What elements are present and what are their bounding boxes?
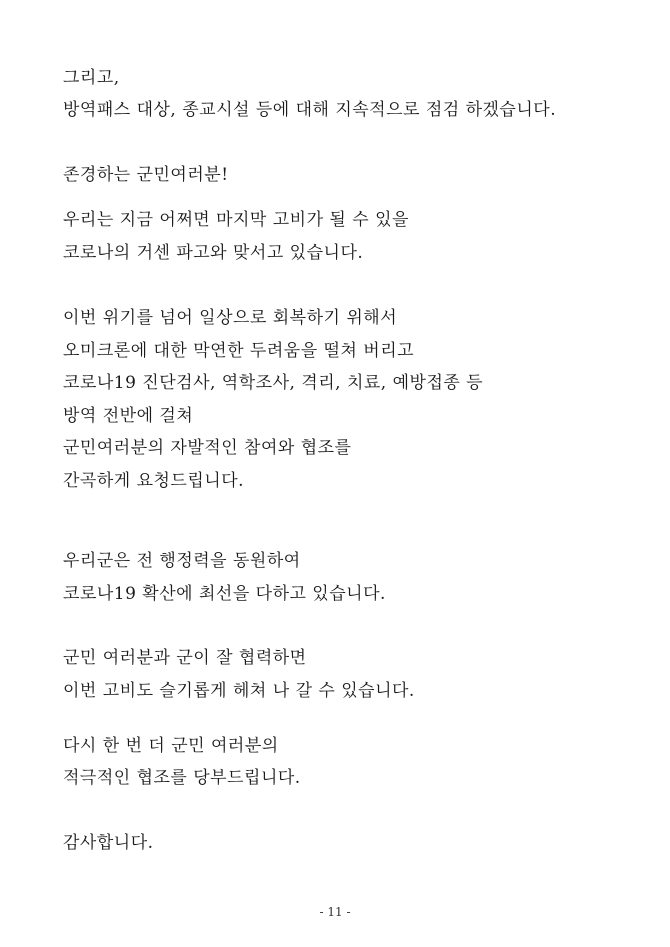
text-line: 간곡하게 요청드립니다.: [63, 471, 245, 491]
text-line: 코로나의 거센 파고와 맞서고 있습니다.: [63, 243, 364, 263]
text-line: 감사합니다.: [63, 833, 154, 853]
text-line: 우리군은 전 행정력을 동원하여: [63, 551, 301, 571]
text-line: 오미크론에 대한 막연한 두려움을 떨쳐 버리고: [63, 341, 415, 361]
text-line: 다시 한 번 더 군민 여러분의: [63, 736, 279, 756]
text-line: 존경하는 군민여러분!: [63, 165, 229, 185]
text-line: 이번 고비도 슬기롭게 헤쳐 나 갈 수 있습니다.: [63, 681, 415, 701]
text-line: 코로나19 확산에 최선을 다하고 있습니다.: [63, 584, 386, 604]
text-line: 방역패스 대상, 종교시설 등에 대해 지속적으로 점검 하겠습니다.: [63, 100, 557, 120]
text-line: 방역 전반에 걸쳐: [63, 406, 194, 426]
text-line: 이번 위기를 넘어 일상으로 회복하기 위해서: [63, 308, 398, 328]
text-line: 군민여러분의 자발적인 참여와 협조를: [63, 438, 352, 458]
text-line: 적극적인 협조를 당부드립니다.: [63, 768, 301, 788]
text-line: 우리는 지금 어쩌면 마지막 고비가 될 수 있을: [63, 210, 409, 230]
page-number: - 11 -: [319, 905, 351, 919]
text-line: 군민 여러분과 군이 잘 협력하면: [63, 648, 307, 668]
text-line: 코로나19 진단검사, 역학조사, 격리, 치료, 예방접종 등: [63, 373, 484, 393]
text-line: 그리고,: [63, 68, 120, 88]
